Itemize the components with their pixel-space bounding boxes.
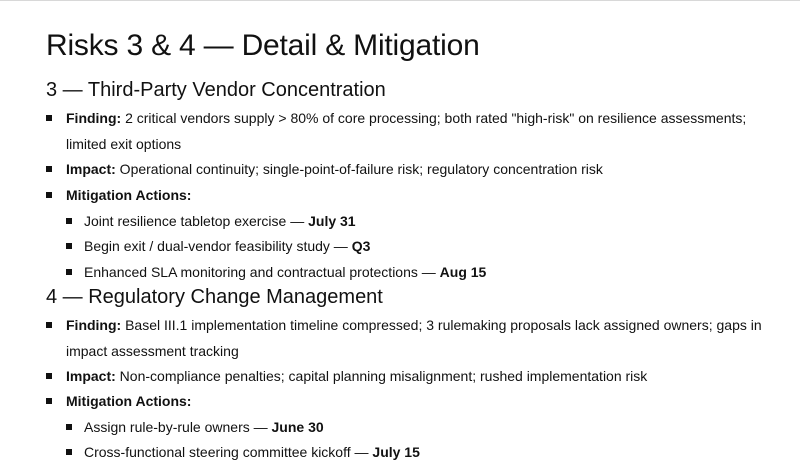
impact-text: Non-compliance penalties; capital planning misalignment; rushed implementation risk bbox=[115, 368, 648, 384]
finding-label: Finding: bbox=[66, 110, 122, 126]
action-due: July 31 bbox=[308, 213, 356, 229]
slide-title: Risks 3 & 4 — Detail & Mitigation bbox=[46, 29, 480, 62]
mitigation-label: Mitigation Actions: bbox=[66, 393, 192, 409]
sub-bullet-marker-icon bbox=[66, 218, 72, 224]
action-text: Assign rule-by-rule owners — bbox=[84, 419, 272, 435]
sub-bullet-marker-icon bbox=[66, 424, 72, 430]
risk-4-action bbox=[66, 439, 766, 465]
action-due: Aug 15 bbox=[439, 264, 487, 280]
risk-4-heading: 4 — Regulatory Change Management bbox=[46, 286, 383, 308]
bullet-marker-icon bbox=[46, 115, 52, 121]
action-text: Cross-functional steering committee kickoff — bbox=[84, 444, 373, 460]
finding-text: 2 critical vendors supply > 80% of core processing; both rated "high-risk" on resilience assessments; limited exit options bbox=[66, 110, 747, 152]
action-due: Q3 bbox=[351, 238, 371, 254]
sub-bullet-marker-icon bbox=[66, 449, 72, 455]
impact-label: Impact: bbox=[66, 368, 116, 384]
finding-text: Basel III.1 implementation timeline compressed; 3 rulemaking proposals lack assigned owners; gaps in impact assessment tracking bbox=[66, 317, 762, 359]
risk-4-finding bbox=[46, 312, 776, 364]
risk-4-action bbox=[66, 414, 766, 440]
risk-3-mitigation bbox=[46, 182, 776, 208]
sub-bullet-marker-icon bbox=[66, 269, 72, 275]
risk-3-impact bbox=[46, 156, 776, 182]
bullet-marker-icon bbox=[46, 166, 52, 172]
impact-label: Impact: bbox=[66, 161, 116, 177]
action-due: June 30 bbox=[271, 419, 324, 435]
risk-3-finding bbox=[46, 105, 776, 157]
bullet-marker-icon bbox=[46, 373, 52, 379]
bullet-marker-icon bbox=[46, 192, 52, 198]
risk-4-mitigation bbox=[46, 388, 776, 414]
action-text: Joint resilience tabletop exercise — bbox=[84, 213, 309, 229]
bullet-marker-icon bbox=[46, 322, 52, 328]
risk-3-action bbox=[66, 259, 766, 285]
risk-3-action bbox=[66, 233, 766, 259]
action-due: July 15 bbox=[372, 444, 420, 460]
action-text: Begin exit / dual-vendor feasibility study — bbox=[84, 238, 352, 254]
finding-label: Finding: bbox=[66, 317, 122, 333]
sub-bullet-marker-icon bbox=[66, 243, 72, 249]
action-text: Enhanced SLA monitoring and contractual protections — bbox=[84, 264, 440, 280]
risk-3-action bbox=[66, 208, 766, 234]
impact-text: Operational continuity; single-point-of-failure risk; regulatory concentration risk bbox=[115, 161, 603, 177]
mitigation-label: Mitigation Actions: bbox=[66, 187, 192, 203]
risk-3-heading: 3 — Third-Party Vendor Concentration bbox=[46, 79, 386, 101]
bullet-marker-icon bbox=[46, 398, 52, 404]
risk-4-impact bbox=[46, 363, 776, 389]
